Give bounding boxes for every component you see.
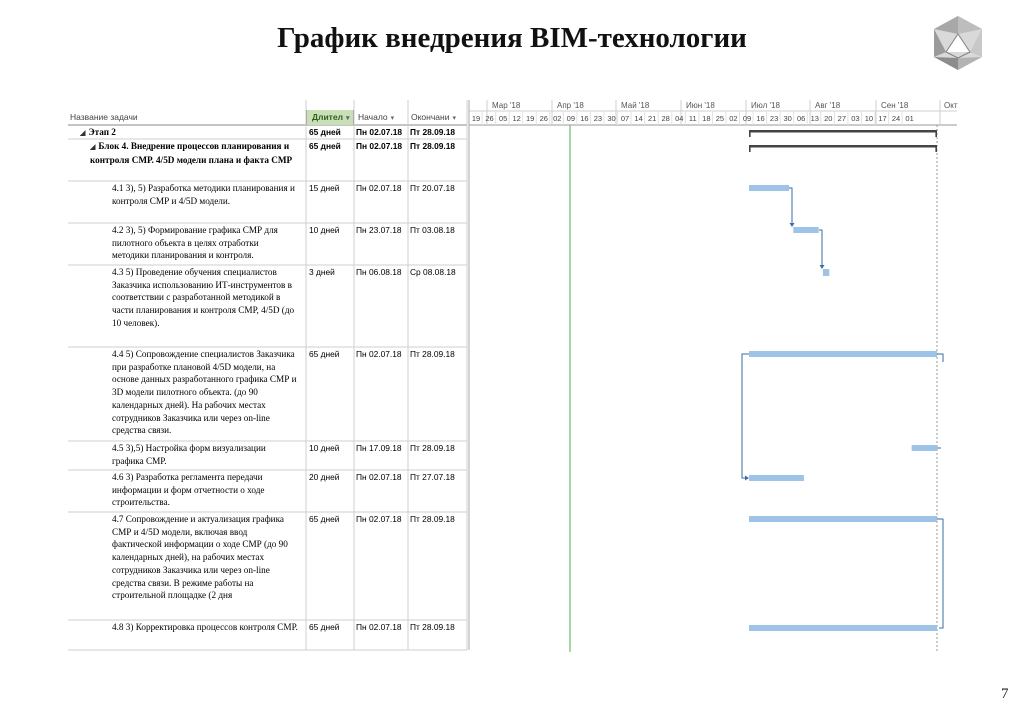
timeline-day: 14 [634,114,643,123]
task-finish: Пт 28.09.18 [410,141,456,151]
task-start: Пн 02.07.18 [356,514,402,524]
collapse-triangle-icon[interactable]: ◢ [80,129,86,137]
task-duration: 65 дней [309,349,340,359]
task-bar[interactable] [749,516,937,522]
task-duration: 65 дней [309,514,340,524]
task-name: 4.7 Сопровождение и актуализация графика СМР и 4/5D модели, включая ввод фактической информации о ходе СМР (до 90 календарных дней), на рабочих местах сотрудников Заказчика или через on-line средства связи. В режиме работы на строительной площадке (2 дня [112,514,288,601]
task-finish: Пт 28.09.18 [410,622,455,632]
task-name: Блок 4. Внедрение процессов планирования и контроля СМР. 4/5D модели плана и факта СМР [90,141,293,165]
timeline-day: 11 [688,114,697,123]
task-bar[interactable] [749,185,789,191]
task-start: Пн 17.09.18 [356,443,402,453]
timeline-day: 23 [593,114,603,123]
timeline-day: 02 [553,114,562,123]
task-duration: 10 дней [309,225,340,235]
task-start: Пн 02.07.18 [356,183,402,193]
timeline-month: Май '18 [621,101,650,110]
timeline-day: 27 [837,114,847,123]
timeline-day: 16 [756,114,765,123]
column-header-duration-label: Длител [312,112,343,122]
task-finish: Пт 28.09.18 [410,514,455,524]
timeline-month: Сен '18 [881,101,909,110]
task-name: 4.4 5) Сопровождение специалистов Заказчика при разработке плановой 4/5D модели, на основе данных разработанного графика СМР и 3D модели пилотного объекта. (до 90 календарных дней). На рабочих местах сотрудников Заказчика или через on-line средства связи. [112,349,297,436]
task-duration: 10 дней [309,443,340,453]
timeline-month: Апр '18 [557,101,584,110]
timeline-day: 20 [824,114,833,123]
task-duration: 65 дней [309,127,341,137]
task-name: 4.2 3), 5) Формирование графика СМР для пилотного объекта в целях отработки методики планирования и контроля. [112,225,278,261]
summary-bar[interactable] [749,145,937,148]
task-start: Пн 02.07.18 [356,622,402,632]
page-title: График внедрения BIM-технологии [277,22,747,54]
timeline-day: 03 [851,114,860,123]
page-number: 7 [1001,686,1009,702]
timeline-day: 10 [864,114,874,123]
task-finish: Пт 27.07.18 [410,472,455,482]
timeline-month: Авг '18 [815,101,841,110]
summary-bar[interactable] [749,130,937,133]
task-bar[interactable] [749,625,937,631]
timeline-day: 26 [485,114,494,123]
task-bar[interactable] [749,475,804,481]
timeline-day: 09 [742,114,752,123]
task-start: Пн 23.07.18 [356,225,402,235]
timeline-day: 21 [647,114,657,123]
timeline-day: 26 [539,114,548,123]
task-name: 4.6 3) Разработка регламента передачи информации и форм отчетности о ходе строительства. [112,472,265,508]
task-bar[interactable] [793,227,818,233]
timeline-day: 24 [891,114,901,123]
task-name: 4.3 5) Проведение обучения специалистов Заказчика использованию ИТ-инструментов в соответствии с разработанной методикой в части планирования и контроля СМР, 4/5D (до 10 человек). [112,267,295,328]
task-bar[interactable] [912,445,937,451]
task-start: Пн 02.07.18 [356,127,403,137]
task-bar[interactable] [823,269,829,276]
task-duration: 3 дней [309,267,335,277]
timeline-day: 28 [661,114,670,123]
timeline-day: 09 [566,114,576,123]
task-finish: Пт 28.09.18 [410,127,456,137]
timeline-day: 16 [580,114,589,123]
task-start: Пн 06.08.18 [356,267,402,277]
timeline-day: 12 [512,114,521,123]
timeline-day: 23 [769,114,779,123]
timeline-day: 17 [878,114,887,123]
task-start: Пн 02.07.18 [356,349,402,359]
task-start: Пн 02.07.18 [356,141,403,151]
column-header-name-label: Название задачи [70,112,138,122]
collapse-triangle-icon[interactable]: ◢ [90,143,96,151]
task-finish: Пт 03.08.18 [410,225,455,235]
timeline-day: 25 [715,114,725,123]
timeline-day: 07 [620,114,630,123]
task-duration: 15 дней [309,183,340,193]
dropdown-arrow-icon: ▾ [390,115,395,122]
task-finish: Пт 28.09.18 [410,349,455,359]
task-start: Пн 02.07.18 [356,472,402,482]
timeline-day: 30 [607,114,616,123]
timeline-day: 04 [675,114,684,123]
task-name: 4.5 3),5) Настройка форм визуализации графика СМР. [112,443,266,466]
sort-down-icon: ▾ [345,115,350,122]
timeline-day: 05 [498,114,508,123]
timeline-month: Июл '18 [751,101,780,110]
column-header-start-label: Начало [358,112,388,122]
timeline-day: 01 [905,114,914,123]
timeline-month: Мар '18 [492,101,521,110]
timeline-day: 06 [797,114,806,123]
timeline-day: 18 [702,114,711,123]
timeline-month: Окт [944,101,958,110]
task-duration: 20 дней [309,472,340,482]
timeline-day: 19 [526,114,535,123]
task-finish: Ср 08.08.18 [410,267,456,277]
timeline-day: 13 [810,114,819,123]
task-name: 4.1 3), 5) Разработка методики планирования и контроля СМР и 4/5D модели. [112,183,295,206]
task-finish: Пт 20.07.18 [410,183,455,193]
column-header-finish-label: Окончани [411,112,450,122]
task-finish: Пт 28.09.18 [410,443,455,453]
task-duration: 65 дней [309,622,340,632]
task-duration: 65 дней [309,141,341,151]
timeline-month: Июн '18 [686,101,715,110]
timeline-day: 19 [471,114,481,123]
task-name: Этап 2 [88,127,116,137]
task-bar[interactable] [749,351,937,357]
task-name: 4.8 3) Корректировка процессов контроля СМР. [112,622,298,632]
dropdown-arrow-icon: ▾ [452,115,456,122]
timeline-day: 02 [729,114,738,123]
timeline-day: 30 [783,114,792,123]
